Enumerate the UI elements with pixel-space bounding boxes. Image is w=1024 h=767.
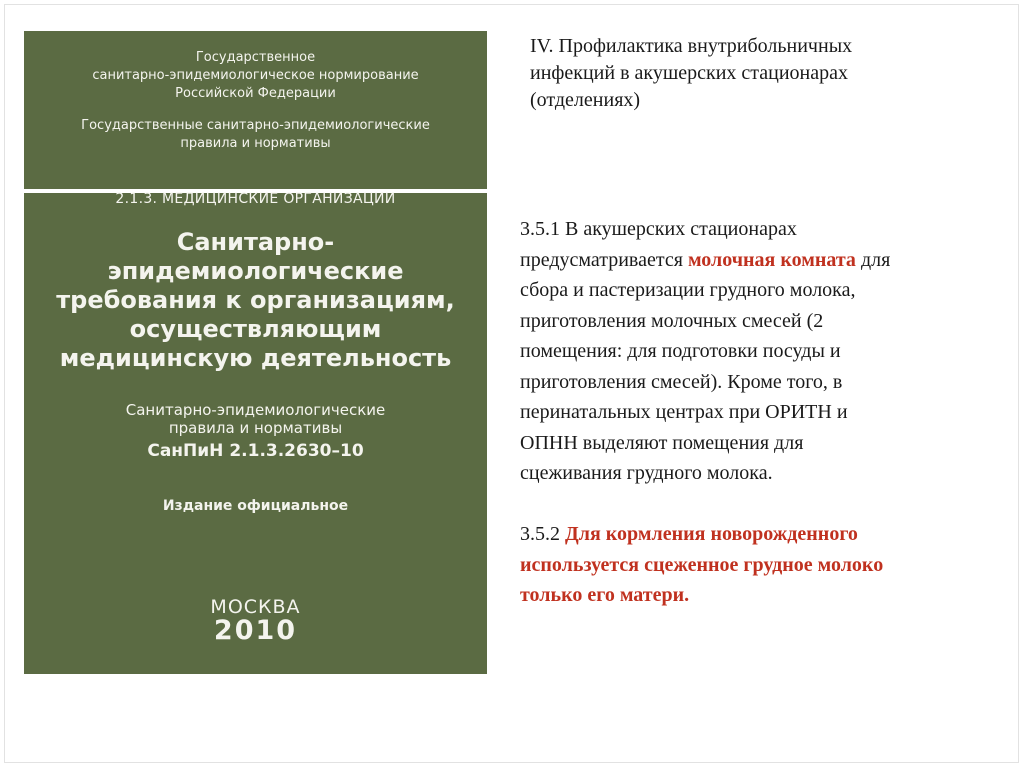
paragraph-351-line: 3.5.1 В акушерских стационарах — [520, 218, 797, 240]
paragraph-351-line: перинатальных центрах при ОРИТН и — [520, 401, 848, 423]
cover-edition: Издание официальное — [162, 498, 349, 514]
cover-title-line: Санитарно- — [176, 228, 335, 256]
cover-authority-line: санитарно-эпидемиологическое нормирование — [92, 68, 419, 83]
body-text — [520, 214, 1010, 611]
heading-line: инфекций в акушерских стационарах — [530, 62, 848, 84]
paragraph-gap — [520, 489, 1010, 520]
cover-authority-line: Государственное — [195, 50, 316, 65]
cover-year: 2010 — [213, 615, 298, 646]
paragraph-351-line: сбора и пастеризации грудного молока, — [520, 279, 856, 301]
heading-line: (отделениях) — [530, 89, 641, 111]
paragraph-351-line: приготовления смесей). Кроме того, в — [520, 370, 843, 393]
section-heading — [530, 33, 1000, 114]
book-cover-image — [24, 31, 487, 674]
cover-title-line: осуществляющим — [129, 315, 382, 343]
cover-subtitle-line: правила и нормативы — [168, 419, 343, 437]
heading-line: IV. Профилактика внутрибольничных — [530, 35, 853, 57]
cover-rules-line: Государственные санитарно-эпидемиологические — [81, 118, 430, 133]
feeding-rule-highlight: Для кормления новорожденного — [565, 523, 858, 545]
paragraph-351-line: приготовления молочных смесей (2 — [520, 309, 824, 332]
cover-rules-line: правила и нормативы — [180, 136, 331, 151]
paragraph-351-line: ОПНН выделяют помещения для — [520, 431, 804, 454]
cover-city: МОСКВА — [210, 596, 301, 618]
cover-sanpin-code: СанПиН 2.1.3.2630–10 — [147, 441, 364, 461]
cover-title-line: требования к организациям, — [56, 286, 455, 314]
paragraph-352-number: 3.5.2 — [520, 523, 565, 545]
cover-subtitle-line: Санитарно-эпидемиологические — [125, 401, 386, 419]
paragraph-351-line: помещения: для подготовки посуды и — [520, 340, 841, 362]
cover-title-line: медицинскую деятельность — [59, 344, 452, 372]
paragraph-352-line — [520, 519, 1010, 550]
paragraph-352-line: только его матери. — [520, 584, 690, 606]
cover-authority-line: Российской Федерации — [175, 86, 336, 101]
paragraph-351-line: сцеживания грудного молока. — [520, 462, 773, 484]
paragraph-351-text: для — [855, 248, 891, 271]
paragraph-351-text: предусматривается — [520, 248, 688, 271]
cover-series: 2.1.3. МЕДИЦИНСКИЕ ОРГАНИЗАЦИИ — [115, 191, 396, 207]
milk-room-highlight: молочная комната — [687, 248, 856, 271]
paragraph-351-line — [520, 245, 1010, 276]
paragraph-352-line: используется сцеженное грудное молоко — [520, 553, 884, 576]
cover-title-line: эпидемиологические — [107, 257, 404, 285]
